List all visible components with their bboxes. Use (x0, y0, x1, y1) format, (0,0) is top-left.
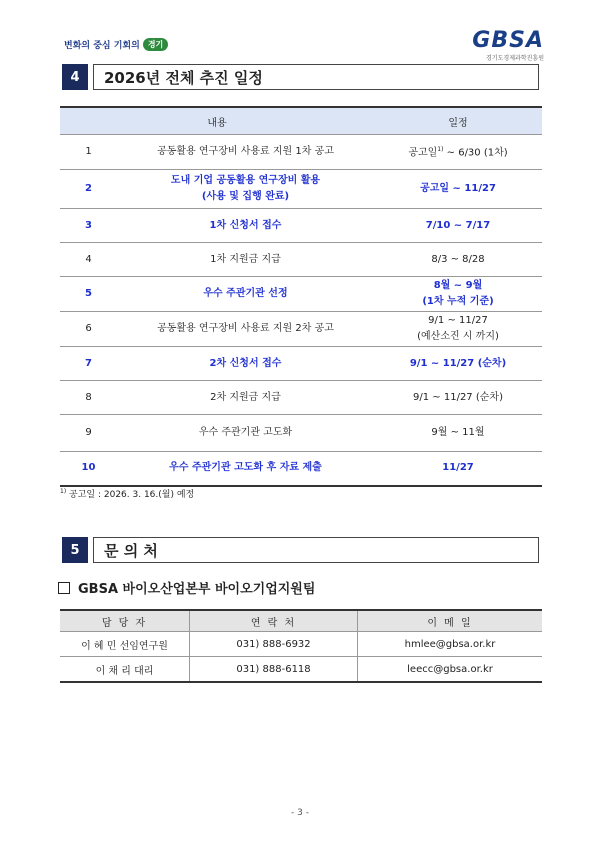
logo-subtitle: 경기도경제과학진흥원 (486, 55, 544, 62)
row-schedule: 공고일 ~ 11/27 (374, 170, 542, 209)
footnote-ref: 1) (437, 146, 444, 154)
contact-table (60, 609, 542, 683)
contact-email: leecc@gbsa.or.kr (358, 657, 543, 683)
footnote-text: 공고일 : 2026. 3. 16.(월) 예정 (66, 490, 195, 500)
contact-phone: 031) 888-6932 (190, 632, 358, 657)
row-content: 1차 신청서 접수 (117, 209, 374, 243)
schedule-text-tail: ~ 6/30 (1차) (443, 147, 508, 159)
col-phone-header: 연 락 처 (190, 610, 358, 632)
contact-header-row (60, 610, 542, 632)
row-schedule (374, 135, 542, 170)
row-content-line1: 도내 기업 공동활용 연구장비 활용 (170, 175, 321, 186)
contact-email: hmlee@gbsa.or.kr (358, 632, 543, 657)
slogan-text: 변화의 중심 기회의 (64, 41, 140, 51)
schedule-header-row (60, 107, 542, 135)
row-content: 공동활용 연구장비 사용료 지원 1차 공고 (117, 135, 374, 170)
row-schedule: 9/1 ~ 11/27 (순차) (374, 347, 542, 381)
team-heading (58, 578, 315, 597)
row-schedule: 7/10 ~ 7/17 (374, 209, 542, 243)
row-content: 2차 신청서 접수 (117, 347, 374, 381)
table-row (60, 415, 542, 452)
col-person-header: 담 당 자 (60, 610, 190, 632)
col-content-header: 내용 (60, 107, 374, 135)
table-row (60, 170, 542, 209)
gbsa-logo (472, 30, 544, 62)
contact-row (60, 632, 542, 657)
row-number: 1 (60, 135, 117, 170)
logo-mark: GBSA (472, 28, 544, 53)
row-content (117, 170, 374, 209)
row-content: 공동활용 연구장비 사용료 지원 2차 공고 (117, 312, 374, 347)
section-5-heading (62, 537, 539, 563)
row-schedule (374, 312, 542, 347)
col-schedule-header: 일정 (374, 107, 542, 135)
page-number: - 3 - (291, 808, 309, 818)
page-header (64, 30, 544, 60)
row-number: 9 (60, 415, 117, 452)
row-number: 2 (60, 170, 117, 209)
table-row (60, 277, 542, 312)
table-row (60, 452, 542, 486)
row-content: 2차 지원금 지급 (117, 381, 374, 415)
footnote-marker: 1) (60, 488, 67, 495)
table-row (60, 347, 542, 381)
row-schedule: 9/1 ~ 11/27 (순차) (374, 381, 542, 415)
row-number: 10 (60, 452, 117, 486)
row-number: 4 (60, 243, 117, 277)
row-number: 6 (60, 312, 117, 347)
table-row (60, 243, 542, 277)
contact-person: 이 채 리 대리 (60, 657, 190, 683)
table-row (60, 209, 542, 243)
section-5-number: 5 (62, 537, 88, 563)
row-schedule: 11/27 (374, 452, 542, 486)
contact-phone: 031) 888-6118 (190, 657, 358, 683)
row-schedule: 8/3 ~ 8/28 (374, 243, 542, 277)
section-4-heading (62, 64, 539, 90)
table-row (60, 312, 542, 347)
row-content: 우수 주관기관 고도화 (117, 415, 374, 452)
row-content: 1차 지원금 지급 (117, 243, 374, 277)
row-content: 우수 주관기관 선정 (117, 277, 374, 312)
contact-row (60, 657, 542, 683)
section-4-number: 4 (62, 64, 88, 90)
schedule-text: 공고일 (408, 147, 438, 159)
schedule-line2: (예산소진 시 까지) (417, 331, 499, 342)
schedule-line2: (1차 누적 기준) (422, 296, 494, 307)
row-number: 8 (60, 381, 117, 415)
row-schedule (374, 277, 542, 312)
col-email-header: 이 메 일 (358, 610, 543, 632)
contact-person: 이 혜 민 선임연구원 (60, 632, 190, 657)
slogan-pill: 경기 (143, 38, 168, 51)
schedule-line1: 8월 ~ 9월 (433, 280, 483, 291)
section-5-title: 문 의 처 (93, 537, 539, 563)
row-content: 우수 주관기관 고도화 후 자료 제출 (117, 452, 374, 486)
row-content-line2: (사용 및 집행 완료) (201, 191, 290, 202)
schedule-table (60, 106, 542, 487)
row-schedule: 9월 ~ 11월 (374, 415, 542, 452)
team-name: GBSA 바이오산업본부 바이오기업지원팀 (78, 582, 316, 597)
schedule-line1: 9/1 ~ 11/27 (428, 315, 488, 326)
row-number: 7 (60, 347, 117, 381)
row-number: 5 (60, 277, 117, 312)
table-row (60, 381, 542, 415)
section-4-title: 2026년 전체 추진 일정 (93, 64, 539, 90)
square-bullet-icon (58, 582, 70, 594)
row-number: 3 (60, 209, 117, 243)
footnote (60, 487, 194, 500)
slogan (64, 38, 168, 51)
table-row (60, 135, 542, 170)
